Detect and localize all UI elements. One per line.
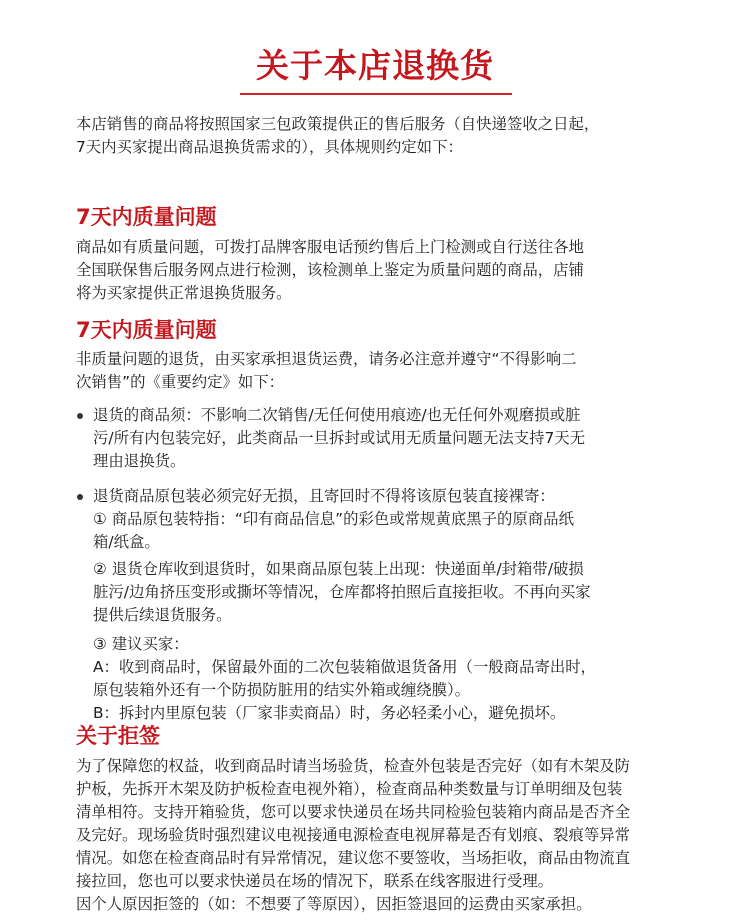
bullet-subitem-line: ② 退货仓库收到退货时，如果商品原包装上出现：快递面单/封箱带/破损 xyxy=(93,560,584,578)
page-title: 关于本店退换货 xyxy=(256,46,494,85)
paragraph-line: 全国联保售后服务网点进行检测，该检测单上鉴定为质量问题的商品，店铺 xyxy=(76,261,584,279)
paragraph-line: 接拉回，您也可以要求快递员在场的情况下，联系在线客服进行受理。 xyxy=(76,872,554,890)
paragraph-line: 非质量问题的退货，由买家承担退货运费，请务必注意并遵守“不得影响二 xyxy=(76,350,577,368)
section-non-quality-paragraph xyxy=(76,348,688,394)
paragraph-line: 将为买家提供正常退换货服务。 xyxy=(76,284,292,302)
bullet-subitem-line: A：收到商品时，保留最外面的二次包装箱做退货备用（一般商品寄出时， xyxy=(93,658,597,676)
intro-paragraph xyxy=(76,113,688,159)
bullet-subitem-line: 脏污/边角挤压变形或撕坏等情况，仓库都将拍照后直接拒收。不再向买家 xyxy=(93,583,591,601)
section-heading-non-quality: 7天内质量问题 xyxy=(76,318,217,342)
bullet-line: 理由退换货。 xyxy=(93,452,186,470)
intro-line: 本店销售的商品将按照国家三包政策提供正的售后服务（自快递签收之日起， xyxy=(76,115,600,133)
bullet-subitem-line: 箱/纸盒。 xyxy=(93,533,160,551)
paragraph-line: 因个人原因拒签的（如：不想要了等原因），因拒签退回的运费由买家承担。 xyxy=(76,895,592,913)
bullet-line: 退货的商品须：不影响二次销售/无任何使用痕迹/也无任何外观磨损或脏 xyxy=(93,406,581,424)
paragraph-line: 护板，先拆开木架及防护板检查电视外箱），检查商品种类数量与订单明细及包装 xyxy=(76,780,623,798)
bullet-line: 污/所有内包装完好，此类商品一旦拆封或试用无质量问题无法支持7天无 xyxy=(93,429,586,447)
bullet-item-condition xyxy=(93,404,693,473)
bullet-subitem-line: ① 商品原包装特指：“印有商品信息”的彩色或常规黄底黑子的原商品纸 xyxy=(93,510,574,528)
section-refusal-paragraph xyxy=(76,755,706,916)
paragraph-line: 商品如有质量问题，可拨打品牌客服电话预约售后上门检测或自行送往各地 xyxy=(76,238,584,256)
paragraph-line: 为了保障您的权益，收到商品时请当场验货，检查外包装是否完好（如有木架及防 xyxy=(76,757,631,775)
section-heading-quality: 7天内质量问题 xyxy=(76,205,217,229)
bullet-subitem-line: 原包装箱外还有一个防损防脏用的结实外箱或缠绕膜）。 xyxy=(93,681,471,699)
bullet-dot xyxy=(77,413,83,419)
bullet-item-packaging xyxy=(93,485,693,725)
paragraph-line: 清单相符。支持开箱验货，您可以要求快递员在场共同检验包装箱内商品是否齐全 xyxy=(76,803,631,821)
bullet-subitem-line: ③ 建议买家： xyxy=(93,635,189,653)
section-quality-paragraph xyxy=(76,236,688,305)
paragraph-line: 情况。如您在检查商品时有异常情况，建议您不要签收，当场拒收，商品由物流直 xyxy=(76,849,631,867)
bullet-line: 退货商品原包装必须完好无损，且寄回时不得将该原包装直接裸寄： xyxy=(93,487,555,505)
bullet-dot xyxy=(77,494,83,500)
bullet-subitem-line: B：拆封内里原包装（厂家非卖商品）时，务必轻柔小心，避免损坏。 xyxy=(93,704,566,722)
paragraph-line: 及完好。现场验货时强烈建议电视接通电源检查电视屏幕是否有划痕、裂痕等异常 xyxy=(76,826,631,844)
bullet-subitem-line: 提供后续退货服务。 xyxy=(93,606,232,624)
intro-line: 7天内买家提出商品退换货需求的），具体规则约定如下： xyxy=(76,138,463,156)
section-heading-refusal: 关于拒签 xyxy=(76,724,160,748)
title-underline xyxy=(240,93,512,95)
paragraph-line: 次销售”的《重要约定》如下： xyxy=(76,373,285,391)
